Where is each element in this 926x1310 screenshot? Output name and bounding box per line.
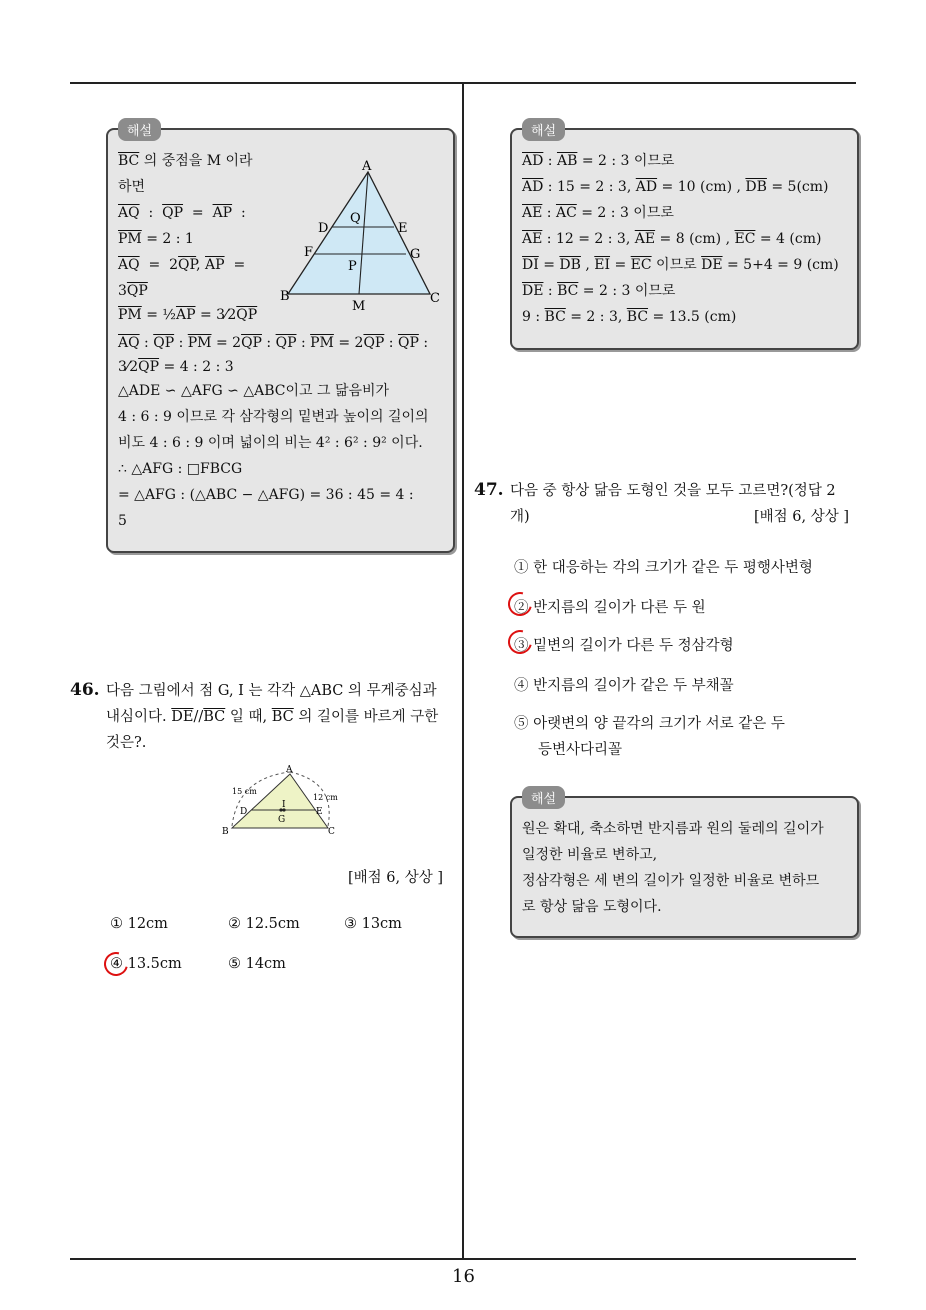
q47-expl-line-4: 로 항상 닮음 도형이다. [522, 899, 662, 915]
page-number: 16 [452, 1266, 475, 1287]
q47-option-5-cont: 등변사다리꼴 [538, 742, 623, 758]
q46-option-5[interactable]: ⑤ 14cm [228, 956, 286, 972]
expl-line-2: 하면 [118, 179, 146, 195]
fig-label-c: C [430, 291, 440, 306]
right-expl-line-5: $\overline{DI} = \overline{DB}$ , $\overline{EI} = \overline{EC}$ 이므로 $\overline{DE} = 5+4 = 9$ (cm) [522, 257, 839, 273]
expl-line-6: $3\overline{QP}$ [118, 283, 148, 299]
fig-label-m: M [352, 299, 366, 314]
question-46-line-1: 다음 그림에서 점 G, I 는 각각 △ABC 의 무게중심과 [106, 683, 437, 699]
right-expl-line-7: 9 : $\overline{BC} = 2$ : 3, $\overline{BC} = 13.5$ (cm) [522, 309, 737, 325]
fig46-label-b: B [222, 827, 229, 837]
fig46-label-g: G [278, 815, 286, 825]
fig46-label-i: I [282, 800, 286, 810]
expl-line-15: 5 [118, 513, 127, 529]
question-47-score: [배점 6, 상상 ] [754, 509, 850, 525]
expl-line-13: ∴ △AFG : □FBCG [118, 461, 243, 477]
q47-option-5[interactable]: ⑤ 아랫변의 양 끝각의 크기가 서로 같은 두 [514, 716, 785, 732]
expl-line-1: $\overline{BC}$ 의 중점을 M 이라 [118, 153, 253, 169]
question-46-score: [배점 6, 상상 ] [348, 870, 444, 886]
question-47-line-2: 개) [510, 509, 530, 525]
triangle-figure-abc [278, 156, 448, 316]
fig-label-f: F [304, 245, 314, 260]
q47-expl-line-1: 원은 확대, 축소하면 반지름과 원의 둘레의 길이가 [522, 821, 824, 837]
fig-label-p: P [348, 259, 357, 274]
question-46-number: 46. [70, 680, 100, 700]
right-expl-line-4: $\overline{AE}$ : 12 = 2 : 3, $\overline{AE} = 8$ (cm) , $\overline{EC} = 4$ (cm) [522, 231, 822, 247]
right-expl-line-3: $\overline{AE}$ : $\overline{AC} = 2$ : 3 이므로 [522, 205, 674, 221]
q46-option-4[interactable]: ④ 13.5cm [110, 956, 182, 972]
fig-label-b: B [280, 289, 290, 304]
question-47-number: 47. [474, 480, 504, 500]
question-46-line-2: 내심이다. $\overline{DE}//\overline{BC}$ 일 때, $\overline{BC}$ 의 길이를 바르게 구한 [106, 709, 439, 725]
fig46-label-a: A [286, 765, 293, 775]
expl-line-3: $\overline{AQ}$ : $\overline{QP} = \overline{AP}$ : [118, 205, 246, 221]
question-47-line-1: 다음 중 항상 닮음 도형인 것을 모두 고르면?(정답 2 [510, 483, 836, 499]
fig46-label-15cm: 15 cm [232, 787, 257, 796]
q47-expl-line-2: 일정한 비율로 변하고, [522, 847, 658, 863]
fig-label-q: Q [350, 211, 361, 226]
fig46-label-12cm: 12 cm [313, 793, 338, 802]
explanation-tag: 해설 [118, 118, 161, 141]
right-expl-line-6: $\overline{DE}$ : $\overline{BC} = 2$ : 3 이므로 [522, 283, 676, 299]
expl-line-4: $\overline{PM} = 2$ : 1 [118, 231, 194, 247]
column-divider [462, 84, 464, 1258]
expl-line-11: 4 : 6 : 9 이므로 각 삼각형의 밑변과 높이의 길이의 [118, 409, 429, 425]
fig46-label-d: D [240, 807, 248, 817]
triangle-figure-46 [218, 764, 348, 840]
expl-line-7: $\overline{PM}$ = $\frac{1}{2}\overline{AP}$ = $3⁄2\overline{QP}$ [118, 307, 258, 323]
expl-line-9: $3⁄2\overline{QP} = 4$ : 2 : 3 [118, 359, 234, 375]
explanation-tag: 해설 [522, 786, 565, 809]
right-expl-line-1: $\overline{AD}$ : $\overline{AB} = 2$ : 3 이므로 [522, 153, 675, 169]
expl-line-8: $\overline{AQ}$ : $\overline{QP}$ : $\overline{PM} = 2\overline{QP}$ : $\overline{QP}$ : $\overline{PM} = 2\overline{QP}$ : $\overline{QP}$ : [118, 335, 429, 351]
q47-option-1[interactable]: ① 한 대응하는 각의 크기가 같은 두 평행사변형 [514, 560, 813, 576]
question-46-line-3: 것은?. [106, 735, 147, 751]
fig46-label-c: C [328, 827, 335, 837]
fig-label-g: G [410, 247, 421, 262]
fig-label-a: A [362, 159, 372, 174]
expl-line-14: = △AFG : (△ABC − △AFG) = 36 : 45 = 4 : [118, 487, 414, 503]
bottom-rule [70, 1258, 856, 1260]
expl-line-10: △ADE ∽ △AFG ∽ △ABC이고 그 닮음비가 [118, 383, 390, 399]
q46-option-3[interactable]: ③ 13cm [344, 916, 402, 932]
answer-mark-q46-4 [100, 948, 133, 981]
q47-option-2[interactable]: ② 반지름의 길이가 다른 두 원 [514, 600, 706, 616]
fig46-label-e: E [316, 807, 323, 817]
triangle-abc [288, 172, 430, 294]
right-expl-line-2: $\overline{AD}$ : 15 = 2 : 3, $\overline{AD} = 10$ (cm) , $\overline{DB} = 5(cm)$ [522, 179, 829, 195]
fig-label-d: D [318, 221, 329, 236]
expl-line-5: $\overline{AQ} = 2\overline{QP}$, $\overline{AP}$ = [118, 257, 246, 273]
fig-label-e: E [398, 221, 408, 236]
explanation-tag: 해설 [522, 118, 565, 141]
q46-option-1[interactable]: ① 12cm [110, 916, 168, 932]
q47-expl-line-3: 정삼각형은 세 변의 길이가 일정한 비율로 변하므 [522, 873, 820, 889]
q47-option-4[interactable]: ④ 반지름의 길이가 같은 두 부채꼴 [514, 678, 734, 694]
expl-line-12: 비도 4 : 6 : 9 이며 넓이의 비는 4² : 6² : 9² 이다. [118, 435, 423, 451]
q46-option-2[interactable]: ② 12.5cm [228, 916, 300, 932]
q47-option-3[interactable]: ③ 밑변의 길이가 다른 두 정삼각형 [514, 638, 734, 654]
explanation-box-47 [510, 796, 859, 938]
